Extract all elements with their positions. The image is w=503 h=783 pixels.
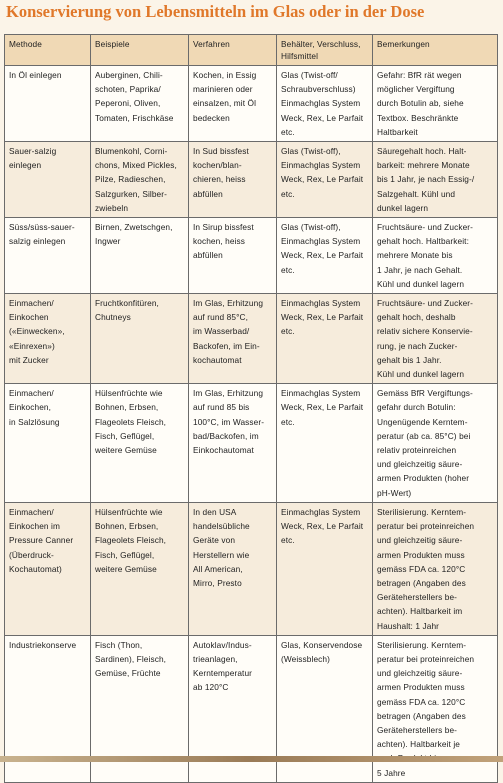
cell-text-line: Einkochen: [9, 312, 49, 323]
cell-text-line: und gleichzeitig säure-: [377, 668, 463, 679]
column-header: [91, 35, 189, 66]
cell-text-line: schoten, Paprika/: [95, 84, 161, 95]
column-header-line: Beispiele: [95, 39, 130, 49]
cell-text-line: Kühl und dunkel lagern: [377, 278, 465, 289]
cell-text-line: salzig einlegen: [9, 236, 66, 247]
table-cell: [373, 66, 498, 142]
table-cell: [5, 218, 91, 294]
cell-text-line: peratur (ab ca. 85°C) bei: [377, 430, 471, 441]
table-row: [5, 502, 498, 635]
cell-text-line: Tomaten, Frischkäse: [95, 112, 174, 123]
cell-text-line: Peperoni, Oliven,: [95, 98, 161, 109]
cell-text-line: Glas (Twist-off/: [281, 70, 338, 80]
cell-text-line: Einkochen,: [9, 402, 52, 413]
cell-text-line: Bohnen, Erbsen,: [95, 521, 159, 532]
cell-text-line: Gemüse, Früchte: [95, 668, 161, 679]
cell-text-line: möglicher Vergiftung: [377, 84, 455, 95]
table-cell: [277, 218, 373, 294]
cell-text-line: Backofen, im Ein-: [193, 340, 260, 351]
cell-text-line: Säuregehalt hoch. Halt-: [377, 146, 467, 157]
table-cell: [189, 502, 277, 635]
table-cell: [373, 218, 498, 294]
cell-text-line: All American,: [193, 563, 243, 574]
column-header-line: Hilfsmittel: [281, 51, 319, 61]
cell-text-line: gefahr durch Botulin:: [377, 402, 456, 413]
cell-text-line: Geräteherstellers be-: [377, 724, 458, 735]
cell-text-line: In den USA: [193, 506, 237, 517]
cell-text-line: bad/Backofen, im: [193, 430, 259, 441]
table-cell: [189, 142, 277, 218]
cell-text-line: Herstellern wie: [193, 549, 250, 560]
cell-text-line: etc.: [281, 416, 295, 427]
cell-text-line: Ungenügende Kerntem-: [377, 416, 468, 427]
table-cell: [5, 502, 91, 635]
cell-text-line: achten). Haltbarkeit im: [377, 606, 463, 617]
cell-text-line: achten). Haltbarkeit je: [377, 739, 461, 750]
cell-text-line: Einmachen/: [9, 388, 54, 399]
table-cell: [189, 66, 277, 142]
cell-text-line: in Salzlösung: [9, 416, 60, 427]
cell-text-line: peratur bei proteinreichen: [377, 521, 475, 532]
cell-text-line: Einmachen/: [9, 298, 54, 309]
table-cell: [277, 142, 373, 218]
cell-text-line: Schraubverschluss): [281, 84, 356, 95]
cell-text-line: Einmachglas System: [281, 98, 361, 109]
table-cell: [189, 218, 277, 294]
cell-text-line: Gefahr: BfR rät wegen: [377, 70, 462, 80]
table-cell: [91, 502, 189, 635]
cell-text-line: Glas (Twist-off),: [281, 222, 341, 233]
cell-text-line: armen Produkten muss: [377, 549, 465, 560]
cell-text-line: mehrere Monate bis: [377, 250, 453, 261]
cell-text-line: Bohnen, Erbsen,: [95, 402, 159, 413]
cell-text-line: Autoklav/Indus-: [193, 639, 252, 650]
cell-text-line: gemäss FDA ca. 120°C: [377, 696, 466, 707]
cell-text-line: Kochautomat): [9, 563, 62, 574]
table-cell: [277, 66, 373, 142]
cell-text-line: etc.: [281, 535, 295, 546]
cell-text-line: Kochen, in Essig: [193, 70, 257, 80]
cell-text-line: Einmachglas System: [281, 388, 361, 399]
table-cell: [373, 502, 498, 635]
cell-text-line: Im Glas, Erhitzung: [193, 298, 264, 309]
column-header: [5, 35, 91, 66]
table-cell: [5, 384, 91, 503]
cell-text-line: Sauer-salzig: [9, 146, 57, 157]
cell-text-line: abfüllen: [193, 188, 223, 199]
cell-text-line: relativ sichere Konservie-: [377, 326, 473, 337]
cell-text-line: Pilze, Radieschen,: [95, 174, 166, 185]
conservation-table: [4, 34, 498, 783]
cell-text-line: Sardinen), Fleisch,: [95, 653, 167, 664]
column-header: [277, 35, 373, 66]
cell-text-line: auf rund 85 bis: [193, 402, 250, 413]
table-cell: [373, 142, 498, 218]
cell-text-line: bis 1 Jahr, je nach Essig-/: [377, 174, 475, 185]
cell-text-line: Einmachglas System: [281, 506, 361, 517]
cell-text-line: weitere Gemüse: [95, 445, 157, 456]
cell-text-line: weitere Gemüse: [95, 563, 157, 574]
cell-text-line: betragen (Angaben des: [377, 577, 466, 588]
cell-text-line: Fisch, Geflügel,: [95, 430, 155, 441]
cell-text-line: gehalt hoch. Haltbarkeit:: [377, 236, 469, 247]
cell-text-line: Geräteherstellers be-: [377, 592, 458, 603]
cell-text-line: armen Produkten (hoher: [377, 473, 470, 484]
cell-text-line: Geräte von: [193, 535, 236, 546]
cell-text-line: abfüllen: [193, 250, 223, 261]
cell-text-line: armen Produkten muss: [377, 682, 465, 693]
cell-text-line: zwiebeln: [95, 202, 129, 213]
column-header-line: Methode: [9, 39, 42, 49]
table-cell: [277, 502, 373, 635]
cell-text-line: Salzgehalt. Kühl und: [377, 188, 456, 199]
cell-text-line: Einmachglas System: [281, 160, 361, 171]
cell-text-line: bedecken: [193, 112, 230, 123]
cell-text-line: etc.: [281, 126, 295, 137]
cell-text-line: Einmachen/: [9, 506, 54, 517]
cell-text-line: Pressure Canner: [9, 535, 74, 546]
cell-text-line: In Öl einlegen: [9, 70, 62, 80]
page-title: Konservierung von Lebensmitteln im Glas oder in der Dose: [6, 2, 425, 21]
table-cell: [91, 294, 189, 384]
cell-text-line: Chutneys: [95, 312, 131, 323]
cell-text-line: trieanlagen,: [193, 653, 238, 664]
cell-text-line: Auberginen, Chili-: [95, 70, 163, 80]
cell-text-line: Flageolets Fleisch,: [95, 535, 167, 546]
table-cell: [91, 142, 189, 218]
table-cell: [5, 294, 91, 384]
cell-text-line: Fruchtsäure- und Zucker-: [377, 222, 474, 233]
cell-text-line: Sterilisierung. Kerntem-: [377, 506, 467, 517]
cell-text-line: Birnen, Zwetschgen,: [95, 222, 173, 233]
cell-text-line: Salzgurken, Silber-: [95, 188, 167, 199]
table-cell: [91, 218, 189, 294]
cell-text-line: und gleichzeitig säure-: [377, 535, 463, 546]
cell-text-line: Glas (Twist-off),: [281, 146, 341, 157]
cell-text-line: ab 120°C: [193, 682, 229, 693]
cell-text-line: pH-Wert): [377, 487, 412, 498]
table-cell: [277, 384, 373, 503]
cell-text-line: Im Glas, Erhitzung: [193, 388, 264, 399]
column-header-line: Behälter, Verschluss,: [281, 39, 361, 49]
cell-text-line: auf rund 85°C,: [193, 312, 248, 323]
cell-text-line: Kühl und dunkel lagern: [377, 369, 465, 380]
cell-text-line: Fisch (Thon,: [95, 639, 143, 650]
table-cell: [373, 384, 498, 503]
cell-text-line: Weck, Rex, Le Parfait: [281, 174, 364, 185]
table-row: [5, 66, 498, 142]
cell-text-line: «Einrexen»): [9, 340, 55, 351]
cell-text-line: Einkochen im: [9, 521, 61, 532]
cell-text-line: Weck, Rex, Le Parfait: [281, 112, 364, 123]
table-body: [5, 66, 498, 783]
cell-text-line: Textbox. Beschränkte: [377, 112, 459, 123]
cell-text-line: etc.: [281, 326, 295, 337]
cell-text-line: Flageolets Fleisch,: [95, 416, 167, 427]
cell-text-line: Fruchtsäure- und Zucker-: [377, 298, 474, 309]
cell-text-line: (Überdruck-: [9, 549, 54, 560]
cell-text-line: etc.: [281, 188, 295, 199]
cell-text-line: Fisch, Geflügel,: [95, 549, 155, 560]
cell-text-line: Industriekonserve: [9, 639, 77, 650]
column-header-line: Bemerkungen: [377, 39, 430, 49]
table-cell: [5, 66, 91, 142]
cell-text-line: einlegen: [9, 160, 42, 171]
cell-text-line: peratur bei proteinreichen: [377, 653, 475, 664]
table-row: [5, 142, 498, 218]
cell-text-line: relativ proteinreichen: [377, 445, 457, 456]
cell-text-line: gemäss FDA ca. 120°C: [377, 563, 466, 574]
cell-text-line: Blumenkohl, Corni-: [95, 146, 168, 157]
cell-text-line: Fruchtkonfitüren,: [95, 298, 159, 309]
cell-text-line: Weck, Rex, Le Parfait: [281, 402, 364, 413]
cell-text-line: Süss/süss-sauer-: [9, 222, 75, 233]
cell-text-line: mit Zucker: [9, 354, 49, 365]
cell-text-line: betragen (Angaben des: [377, 710, 466, 721]
decorative-photo-strip: [0, 756, 503, 762]
cell-text-line: Gemäss BfR Vergiftungs-: [377, 388, 473, 399]
cell-text-line: 5 Jahre: [377, 767, 406, 778]
table-cell: [189, 384, 277, 503]
cell-text-line: und gleichzeitig säure-: [377, 459, 463, 470]
cell-text-line: etc.: [281, 264, 295, 275]
cell-text-line: Mirro, Presto: [193, 577, 242, 588]
table-cell: [277, 294, 373, 384]
cell-text-line: (Weissblech): [281, 653, 330, 664]
cell-text-line: Weck, Rex, Le Parfait: [281, 312, 364, 323]
cell-text-line: handelsübliche: [193, 521, 250, 532]
table-row: [5, 384, 498, 503]
cell-text-line: durch Botulin ab, siehe: [377, 98, 464, 109]
cell-text-line: 100°C, im Wasser-: [193, 416, 265, 427]
cell-text-line: einsalzen, mit Öl: [193, 98, 257, 109]
cell-text-line: chieren, heiss: [193, 174, 246, 185]
cell-text-line: Einmachglas System: [281, 298, 361, 309]
cell-text-line: Ingwer: [95, 236, 121, 247]
cell-text-line: Weck, Rex, Le Parfait: [281, 521, 364, 532]
cell-text-line: barkeit: mehrere Monate: [377, 160, 470, 171]
cell-text-line: Sterilisierung. Kerntem-: [377, 639, 467, 650]
cell-text-line: Hülsenfrüchte wie: [95, 506, 163, 517]
cell-text-line: In Sirup bissfest: [193, 222, 254, 233]
cell-text-line: marinieren oder: [193, 84, 253, 95]
cell-text-line: chons, Mixed Pickles,: [95, 160, 177, 171]
cell-text-line: Haushalt: 1 Jahr: [377, 620, 440, 631]
cell-text-line: Glas, Konservendose: [281, 639, 363, 650]
cell-text-line: rung, je nach Zucker-: [377, 340, 458, 351]
cell-text-line: kochautomat: [193, 354, 242, 365]
table-cell: [189, 294, 277, 384]
cell-text-line: gehalt hoch, deshalb: [377, 312, 456, 323]
cell-text-line: Hülsenfrüchte wie: [95, 388, 163, 399]
cell-text-line: Einkochautomat: [193, 445, 254, 456]
table-cell: [91, 66, 189, 142]
cell-text-line: kochen/blan-: [193, 160, 242, 171]
table-cell: [373, 294, 498, 384]
cell-text-line: kochen, heiss: [193, 236, 246, 247]
column-header-line: Verfahren: [193, 39, 230, 49]
cell-text-line: Weck, Rex, Le Parfait: [281, 250, 364, 261]
table-cell: [5, 142, 91, 218]
cell-text-line: Einmachglas System: [281, 236, 361, 247]
table-header-row: [5, 35, 498, 66]
table-cell: [91, 384, 189, 503]
column-header: [189, 35, 277, 66]
cell-text-line: In Sud bissfest: [193, 146, 249, 157]
cell-text-line: («Einwecken»,: [9, 326, 65, 337]
cell-text-line: gehalt bis 1 Jahr.: [377, 354, 442, 365]
cell-text-line: Kerntemperatur: [193, 668, 253, 679]
column-header: [373, 35, 498, 66]
cell-text-line: dunkel lagern: [377, 202, 429, 213]
cell-text-line: Haltbarkeit: [377, 126, 418, 137]
table-row: [5, 294, 498, 384]
cell-text-line: im Wasserbad/: [193, 326, 250, 337]
cell-text-line: 1 Jahr, je nach Gehalt.: [377, 264, 463, 275]
table-row: [5, 218, 498, 294]
